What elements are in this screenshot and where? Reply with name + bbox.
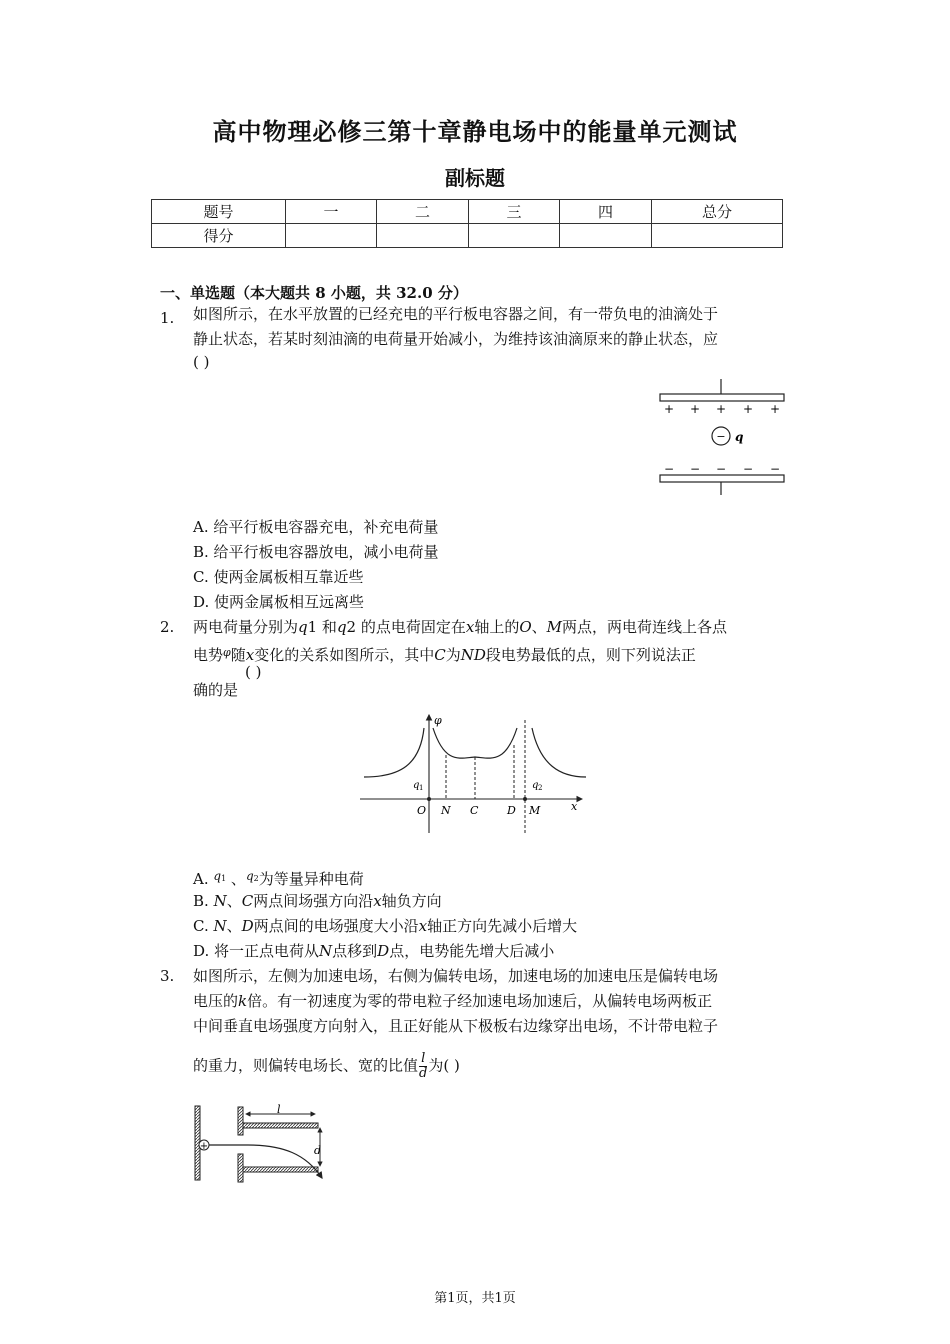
capacitor-figure [655, 375, 790, 497]
score-header-cell: 三 [469, 200, 560, 224]
score-cell [652, 224, 783, 248]
fraction-denominator: d [419, 1066, 428, 1081]
var-x: x [418, 917, 428, 935]
score-table-header-row [152, 200, 783, 224]
q1-sub: 1 [419, 784, 424, 792]
text: 2 的点电荷固定在 [346, 618, 466, 636]
var-q: q [245, 869, 254, 883]
text: C. [193, 917, 214, 935]
score-header-cell: 总分 [652, 200, 783, 224]
question-2-number: 2. [160, 618, 175, 636]
top-plate [660, 394, 784, 401]
question-3-line-3: 中间垂直电场强度方向射入，且正好能从下极板右边缘穿出电场，不计带电粒子 [193, 1017, 719, 1035]
deflection-plate-lower [243, 1167, 318, 1172]
question-1-line-1: 如图所示，在水平放置的已经充电的平行板电容器之间，有一带负电的油滴处于 [193, 305, 719, 323]
accelerating-plate-right-upper [238, 1107, 243, 1135]
text: 、 [226, 892, 242, 910]
question-2-option-a [193, 864, 364, 892]
var-q: q [213, 869, 222, 883]
tick-o: O [417, 804, 427, 817]
tick-c: C [470, 804, 479, 817]
right-branch-curve [532, 728, 586, 777]
question-1-option-c: C. 使两金属板相互靠近些 [193, 568, 364, 586]
particle-plus-sign: + [199, 1141, 209, 1152]
plus-sign: + [742, 402, 754, 416]
question-1-line-3: ( ) [193, 353, 210, 371]
score-cell [377, 224, 469, 248]
question-3-line-1: 如图所示，左侧为加速电场，右侧为偏转电场，加速电场的加速电压是偏转电场 [193, 967, 719, 985]
question-2-paren: ( ) [245, 663, 262, 681]
question-1-option-a: A. 给平行板电容器充电，补充电荷量 [193, 518, 439, 536]
left-branch-curve [364, 728, 424, 777]
bottom-plate [660, 475, 784, 482]
var-O: O [519, 618, 532, 636]
deflection-plate-upper [243, 1123, 318, 1128]
var-M: M [546, 618, 563, 636]
text: 两电荷量分别为 [193, 618, 299, 636]
width-label: d [314, 1144, 322, 1157]
minus-sign: − [769, 462, 781, 476]
score-header-cell: 二 [377, 200, 469, 224]
accelerating-plate-right-lower [238, 1154, 243, 1182]
var-N: N [213, 892, 227, 910]
plus-sign: + [769, 402, 781, 416]
text: 、 [226, 917, 242, 935]
minus-sign: − [742, 462, 754, 476]
particle-trajectory [209, 1145, 322, 1178]
text: 变化的关系如图所示，其中 [254, 646, 435, 664]
minus-sign: − [663, 462, 675, 476]
var-C: C [241, 892, 254, 910]
text: 电势 [193, 646, 224, 664]
score-row-label: 得分 [152, 224, 286, 248]
score-cell [560, 224, 652, 248]
text: ( ) [443, 1056, 460, 1075]
var-x: x [373, 892, 382, 910]
q2-sub: 2 [538, 784, 543, 792]
var-N: N [319, 942, 333, 960]
text: 倍。有一初速度为零的带电粒子经加速电场加速后，从偏转电场两板正 [247, 992, 713, 1010]
question-1-line-2: 静止状态，若某时刻油滴的电荷量开始减小，为维持该油滴原来的静止状态，应 [193, 330, 719, 348]
var-phi: φ [223, 646, 231, 659]
q1-label: q [413, 780, 420, 791]
text: 段电势最低的点，则下列说法正 [485, 646, 696, 664]
question-1-option-d: D. 使两金属板相互远离些 [193, 593, 365, 611]
phi-axis-label: φ [434, 714, 442, 727]
var-D: D [241, 917, 254, 935]
subscript: 2 [253, 874, 259, 883]
tick-m: M [529, 804, 541, 817]
x-axis-label: x [571, 800, 578, 813]
subscript: 1 [221, 874, 227, 883]
text: 为等量异种电荷 [258, 870, 364, 888]
text: 轴负方向 [381, 892, 442, 910]
question-2-option-b [193, 889, 442, 914]
deflection-field-figure [188, 1102, 333, 1187]
var-ND: ND [460, 646, 486, 664]
question-1-option-b: B. 给平行板电容器放电，减小电荷量 [193, 543, 439, 561]
middle-branch-curve [433, 728, 517, 758]
score-cell [469, 224, 560, 248]
minus-sign: − [715, 462, 727, 476]
score-header-cell: 题号 [152, 200, 286, 224]
text: 、 [531, 618, 547, 636]
question-3-line-4 [193, 1052, 460, 1081]
text: 、 [226, 870, 246, 888]
plus-sign: + [663, 402, 675, 416]
score-header-cell: 一 [286, 200, 377, 224]
question-3-line-2 [193, 989, 712, 1014]
fraction-l-over-d [419, 1052, 427, 1081]
text: 的重力，则偏转电场长、宽的比值 [193, 1056, 419, 1075]
var-D: D [377, 942, 390, 960]
var-q: q [298, 618, 308, 636]
plus-sign: + [715, 402, 727, 416]
text: 随 [230, 646, 246, 664]
text: 1 和 [307, 618, 337, 636]
charge-q1-dot [427, 797, 431, 801]
question-2-line-3: 确的是 [193, 681, 239, 699]
text: 为 [428, 1056, 444, 1075]
var-C: C [434, 646, 446, 664]
question-3-number: 3. [160, 967, 175, 985]
text: B. [193, 892, 214, 910]
score-table-row [152, 224, 783, 248]
charge-label: q [735, 430, 744, 444]
score-header-cell: 四 [560, 200, 652, 224]
charge-q2-dot [523, 797, 527, 801]
text: 点移到 [332, 942, 378, 960]
document-subtitle: 副标题 [445, 166, 505, 190]
tick-n: N [441, 804, 451, 817]
text: 轴正方向先减小后增大 [427, 917, 578, 935]
var-x: x [465, 618, 475, 636]
length-label: l [277, 1103, 281, 1116]
var-q: q [336, 618, 347, 636]
text: 两点间场强方向沿 [253, 892, 374, 910]
text: D. 将一正点电荷从 [193, 942, 320, 960]
text: 为 [445, 646, 461, 664]
page-footer: 第1页，共1页 [434, 1291, 516, 1306]
fraction-numerator: l [419, 1052, 427, 1067]
question-2-option-c [193, 914, 577, 939]
text: 电压的 [193, 992, 239, 1010]
potential-graph [360, 710, 590, 835]
text: 轴上的 [474, 618, 520, 636]
question-2-option-d [193, 939, 554, 964]
text: 两点间的电场强度大小沿 [253, 917, 419, 935]
var-k: k [238, 992, 248, 1010]
question-2-line-2 [193, 640, 696, 668]
var-N: N [213, 917, 227, 935]
question-2-line-1 [193, 615, 727, 640]
var-x: x [245, 646, 255, 664]
section-heading: 一、单选题（本大题共 8 小题，共 32.0 分） [160, 284, 468, 302]
negative-charge-sign: − [716, 430, 726, 443]
document-title: 高中物理必修三第十章静电场中的能量单元测试 [212, 117, 738, 146]
minus-sign: − [689, 462, 701, 476]
score-cell [286, 224, 377, 248]
score-table [151, 199, 783, 248]
tick-d: D [507, 804, 516, 817]
plus-sign: + [689, 402, 701, 416]
text: 点，电势能先增大后减小 [389, 942, 555, 960]
text: 两点，两电荷连线上各点 [562, 618, 728, 636]
q2-label: q [532, 780, 539, 791]
question-1-number: 1. [160, 309, 175, 327]
text: A. [193, 870, 214, 888]
